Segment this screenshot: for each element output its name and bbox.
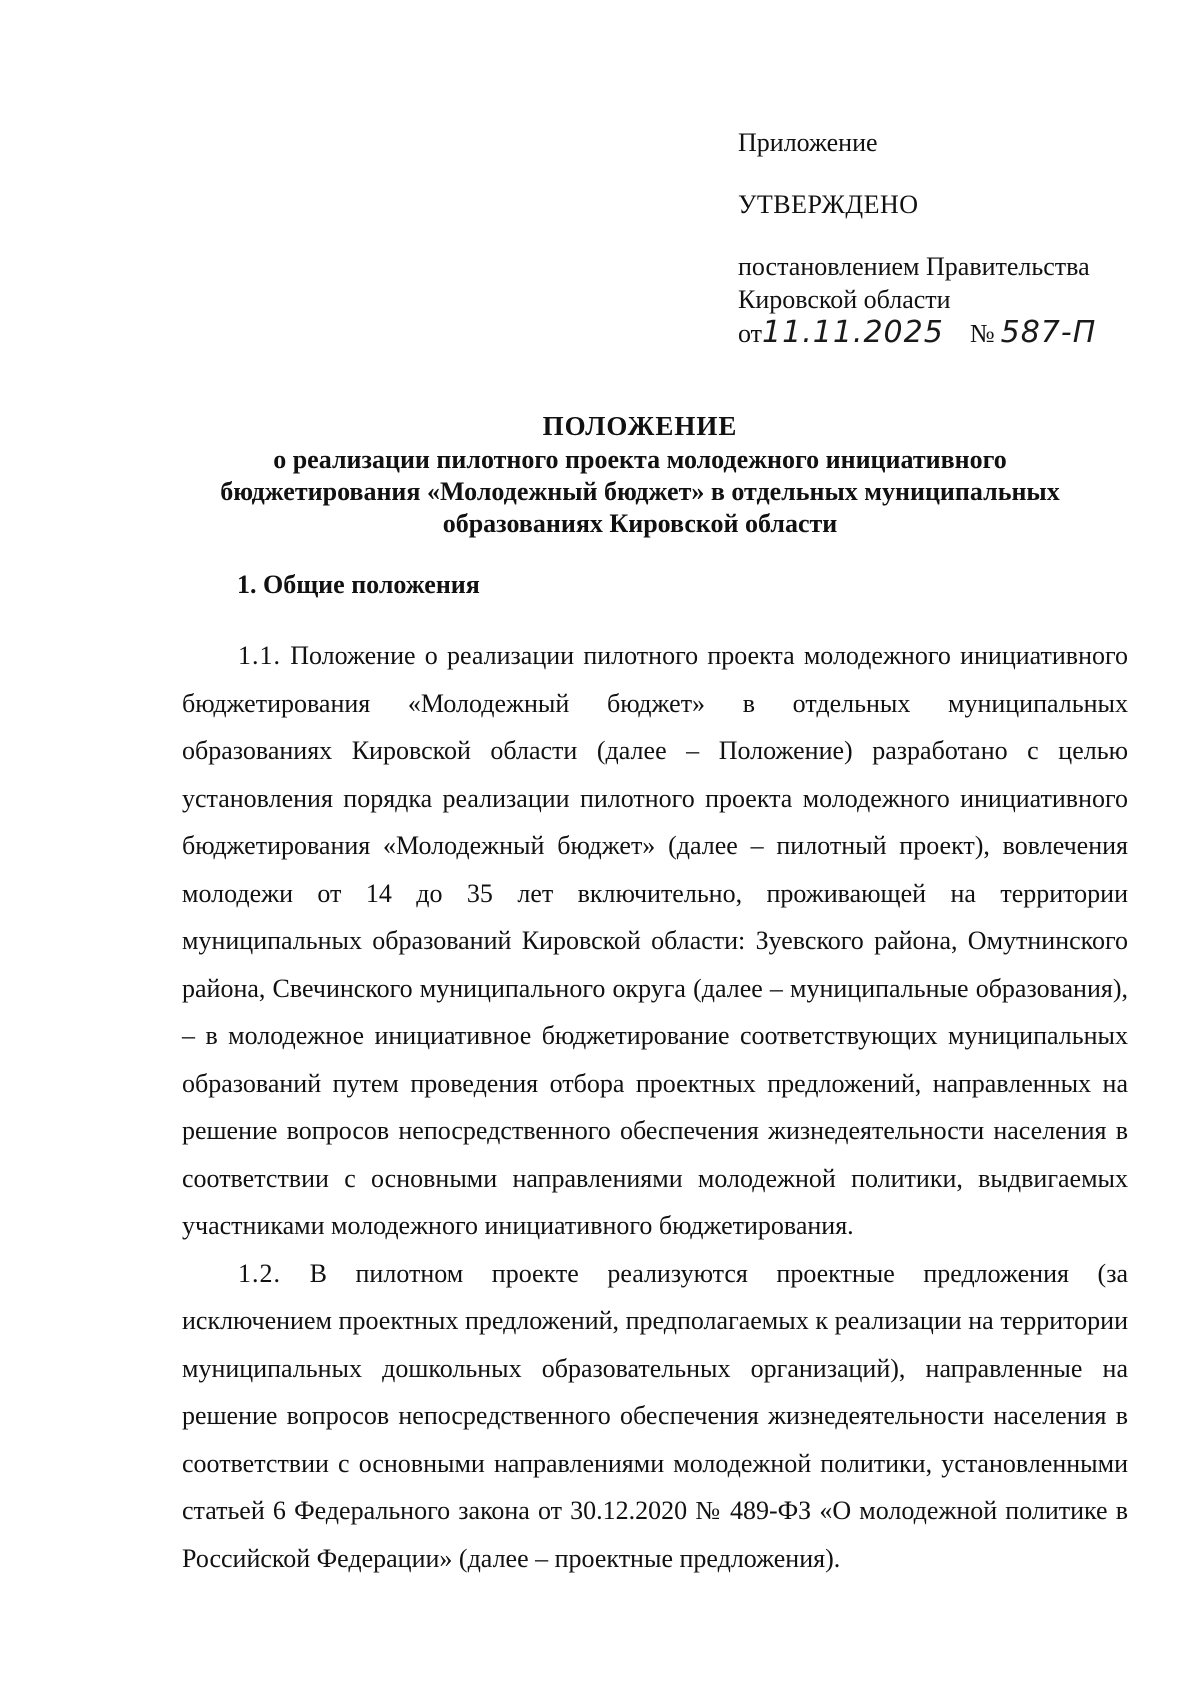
document-subtitle-line-3: образованиях Кировской области [442, 509, 838, 538]
paragraph-text: В пилотном проекте реализуются проектные предложения (за исключением проектных предложений, предполагаемых к реализации на территории муниципальных дошкольных образовательных организаций), направленные на решение вопросов непосредственного обеспечения жизнедеятельности населения в соответствии с основными направлениями молодежной политики, установленными статьей 6 Федерального закона от 30.12.2020 № 489-ФЗ «О молодежной политике в Российской Федерации» (далее – проектные предложения). [182, 1258, 1129, 1573]
resolution-date-number-line [738, 316, 1138, 350]
number-label: № [969, 319, 995, 348]
approval-block [738, 126, 1138, 350]
appendix-label: Приложение [738, 128, 878, 157]
paragraph-number: 1.2. [238, 1258, 281, 1288]
approved-by-line-2: Кировской области [738, 285, 951, 314]
paragraph-number: 1.1. [238, 641, 281, 670]
paragraph-1-1 [182, 632, 1128, 1250]
handwritten-date: 11.11.2025 [762, 315, 944, 350]
handwritten-number: 587-П [1000, 315, 1097, 350]
document-title: ПОЛОЖЕНИЕ [542, 411, 738, 441]
document-subtitle-line-1: о реализации пилотного проекта молодежного инициативного [273, 445, 1007, 474]
body-text [182, 632, 1128, 1582]
document-title-block [150, 410, 1130, 540]
approved-label: УТВЕРЖДЕНО [738, 190, 919, 219]
document-subtitle-line-2: бюджетирования «Молодежный бюджет» в отдельных муниципальных [220, 477, 1060, 506]
paragraph-text: Положение о реализации пилотного проекта молодежного инициативного бюджетирования «Молодежный бюджет» в отдельных муниципальных образованиях Кировской области (далее – Положение) разработано с целью установления порядка реализации пилотного проекта молодежного инициативного бюджетирования «Молодежный бюджет» (далее – пилотный проект), вовлечения молодежи от 14 до 35 лет включительно, проживающей на территории муниципальных образований Кировской области: Зуевского района, Омутнинского района, Свечинского муниципального округа (далее – муниципальные образования), – в молодежное инициативное бюджетирование соответствующих муниципальных образований путем проведения отбора проектных предложений, направленных на решение вопросов непосредственного обеспечения жизнедеятельности населения в соответствии с основными направлениями молодежной политики, выдвигаемых участниками молодежного инициативного бюджетирования. [182, 641, 1129, 1240]
approved-by-line-1: постановлением Правительства [738, 252, 1090, 281]
section-heading-general: 1. Общие положения [237, 570, 480, 599]
paragraph-1-2 [182, 1250, 1128, 1583]
date-prefix: от [738, 319, 763, 348]
